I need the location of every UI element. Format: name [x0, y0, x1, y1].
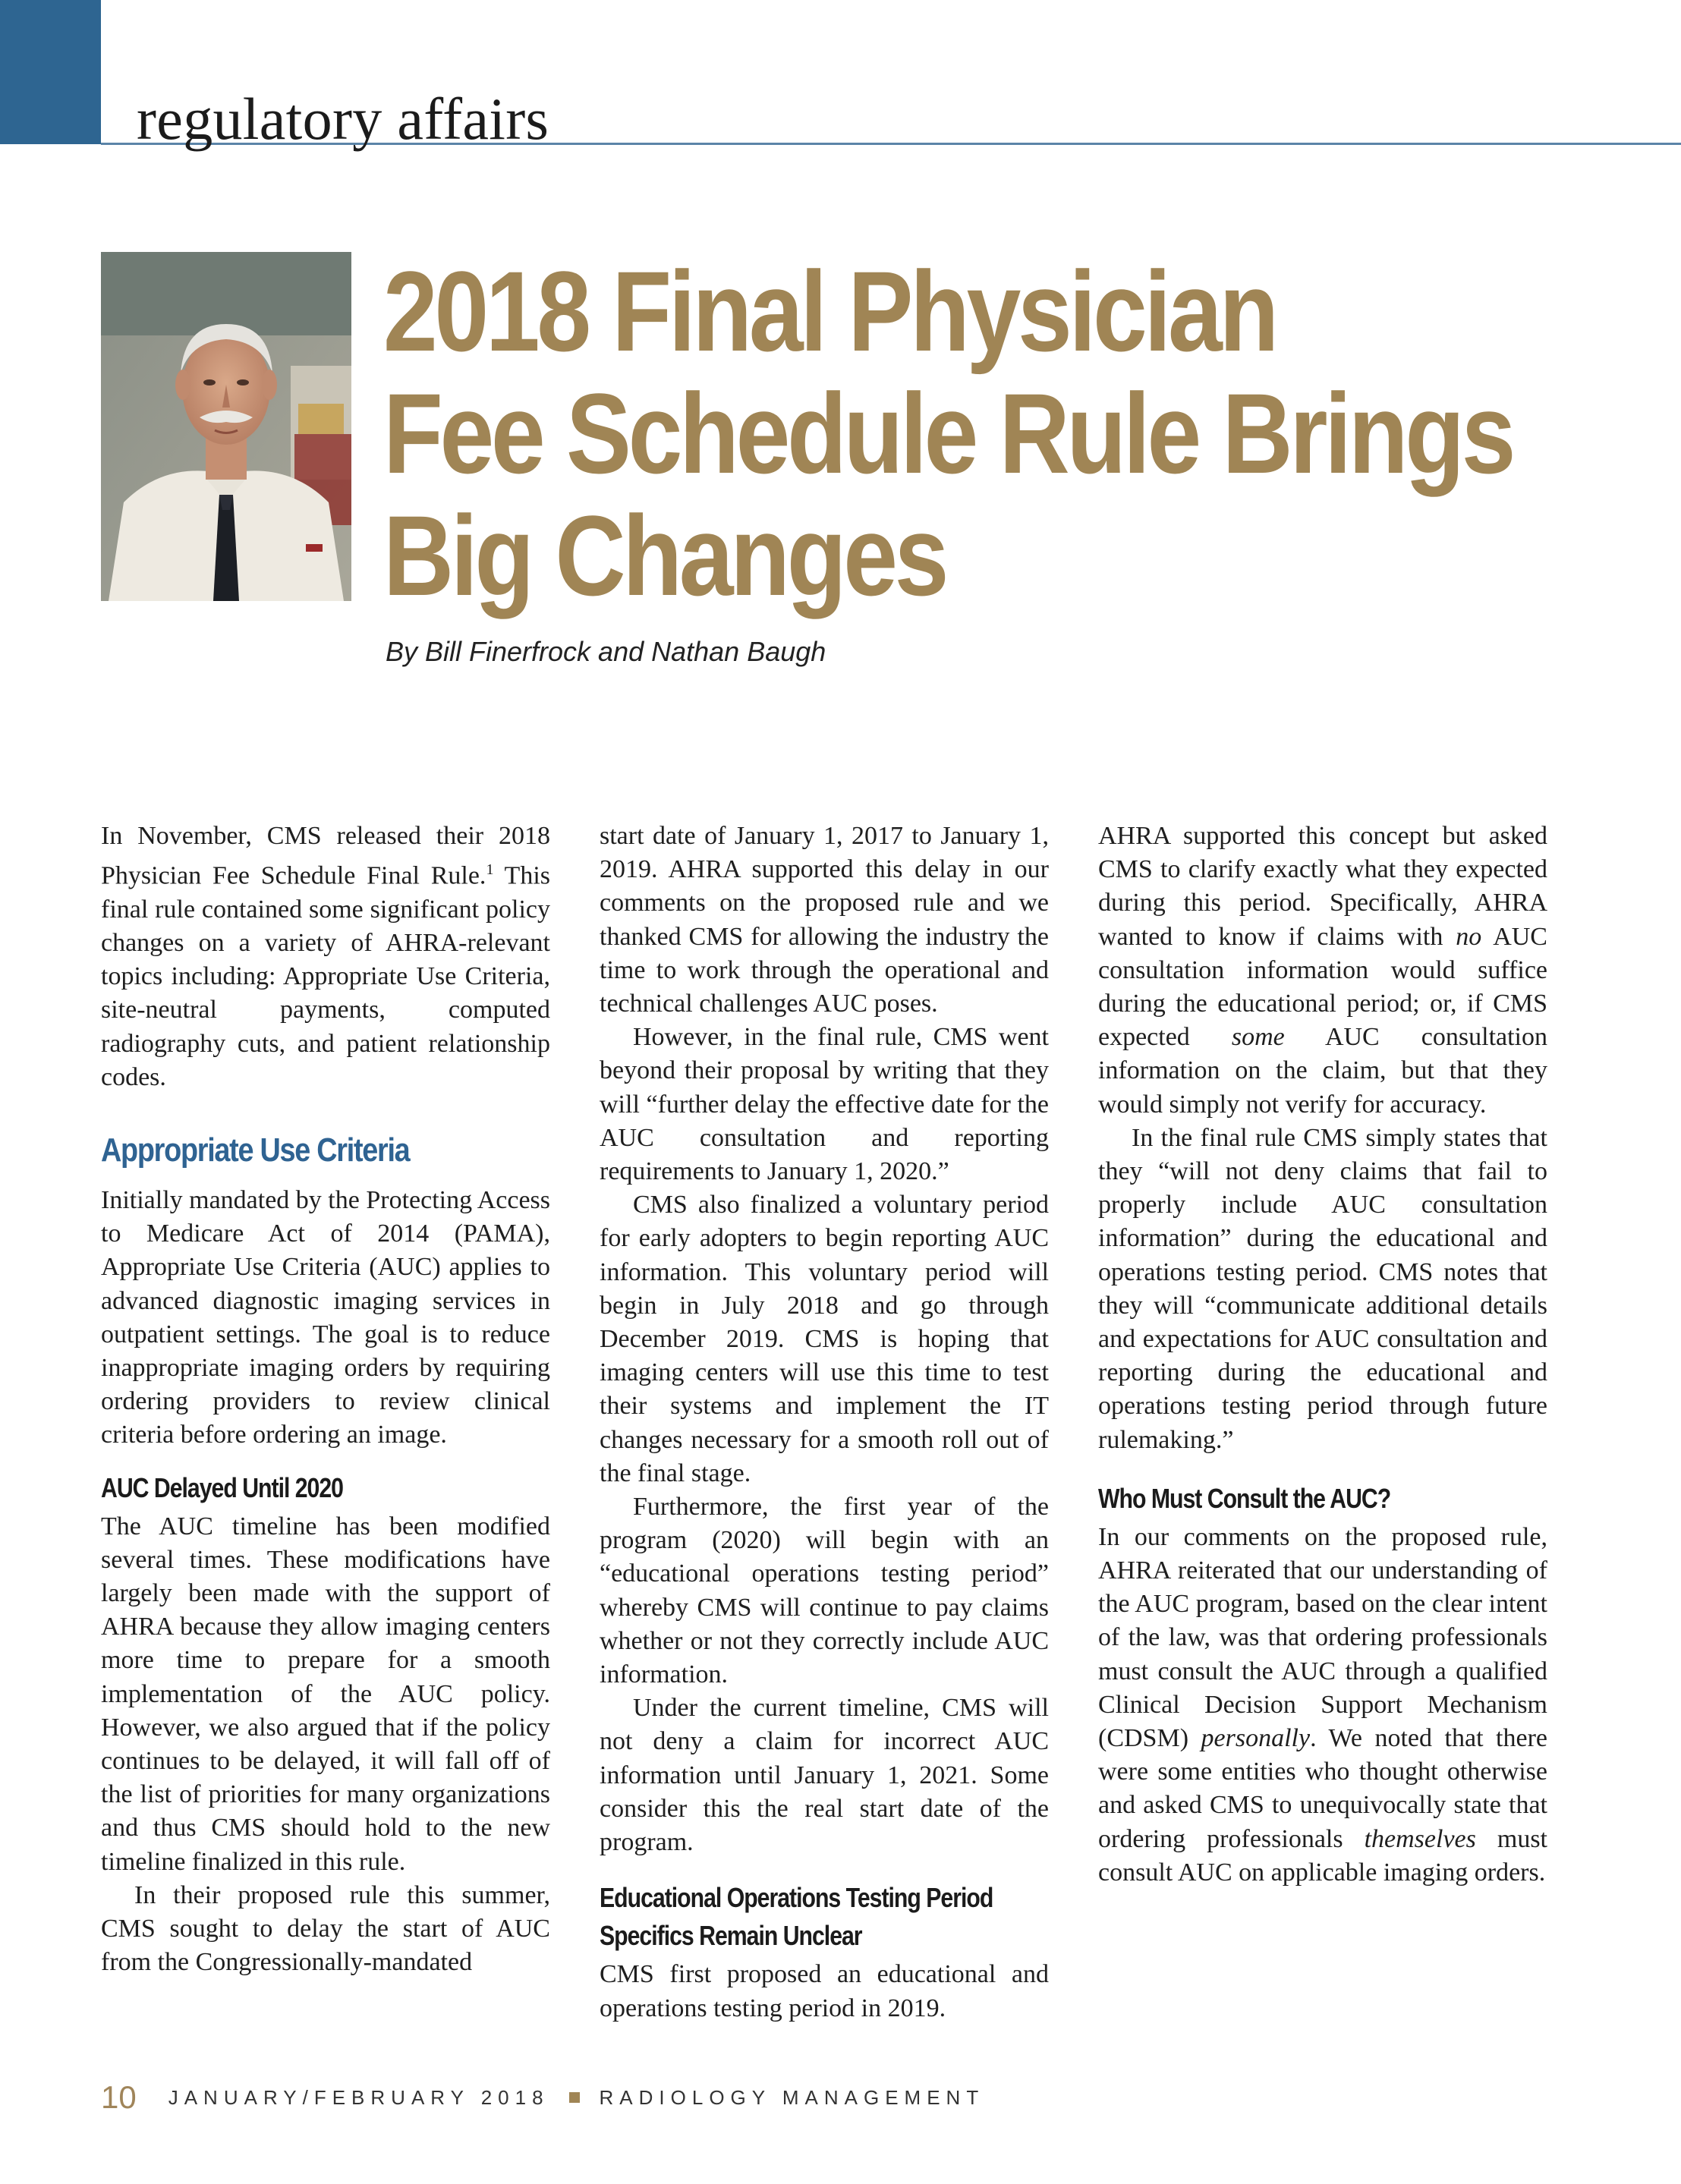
emphasis: no [1456, 922, 1482, 951]
subsection-heading: AUC Delayed Until 2020 [101, 1471, 343, 1503]
text-run: This final rule contained some significant policy changes on a variety of AHRA-relevant topics including: Appropriate Use Criteria, site-neutral payments, computed radiography cuts, and patient relationship codes. [101, 861, 550, 1091]
article-title-line: Big Changes [383, 492, 946, 619]
issue-date: JANUARY/FEBRUARY 2018 [168, 2085, 549, 2109]
paragraph: start date of January 1, 2017 to January 1, 2019. AHRA supported this delay in our comments on the proposed rule and we thanked CMS for allowing the industry the time to work through the operational and technical challenges AUC poses. [600, 822, 1049, 1018]
footer-separator [569, 2092, 580, 2103]
emphasis: themselves [1364, 1824, 1476, 1853]
paragraph: CMS also finalized a voluntary period for early adopters to begin reporting AUC information. This voluntary period will begin in July 2018 and go through December 2019. CMS is hoping that imaging centers will use this time to test their systems and implement the IT changes necessary for a smooth roll out of the final stage. [600, 1191, 1049, 1487]
column-1 [101, 820, 550, 1979]
text-run: AHRA supported this concept but asked CMS to clarify exactly what they expected during this period. Specifically, AHRA wanted to know if claims with [1098, 822, 1547, 951]
text-run: must consult AUC on applicable imaging orders. [1098, 1824, 1547, 1887]
paragraph: Initially mandated by the Protecting Access to Medicare Act of 2014 (PAMA), Appropriate Use Criteria (AUC) applies to advanced diagnostic imaging services in outpatient settings. The goal is to reduce inappropriate imaging orders by requiring ordering providers to review clinical criteria before ordering an image. [101, 1185, 551, 1449]
emphasis: personally [1201, 1724, 1311, 1753]
paragraph: Furthermore, the first year of the program (2020) will begin with an “educational operations testing period” whereby CMS will continue to pay claims whether or not they correctly include AUC information. [600, 1493, 1049, 1689]
page-footer [101, 2079, 984, 2116]
subsection-heading: Who Must Consult the AUC? [1098, 1482, 1391, 1514]
section-name: regulatory affairs [137, 86, 549, 152]
article-title-line: Fee Schedule Rule Brings [383, 370, 1513, 497]
author-photo [101, 252, 351, 601]
paragraph: In the final rule CMS simply states that they “will not deny claims that fail to properly include AUC consultation information” during the educational and operations testing period. CMS notes that they will “communicate additional details and expectations for AUC consultation and reporting during the educational and operations testing period through future rulemaking.” [1098, 1123, 1547, 1454]
text-run: In our comments on the proposed rule, AHRA reiterated that our understanding of the AUC program, based on the clear intent of the law, was that ordering professionals must consult the AUC through a qualified Clinical Decision Support Mechanism (CDSM) [1098, 1522, 1547, 1753]
text-run: In November, CMS released their 2018 Physician Fee Schedule Final Rule. [101, 822, 550, 890]
paragraph [1098, 820, 1547, 1122]
paragraph: Under the current timeline, CMS will not deny a claim for incorrect AUC information until January 1, 2021. Some consider this the real start date of the program. [600, 1694, 1049, 1857]
column-2 [600, 820, 1049, 2025]
emphasis: some [1231, 1023, 1285, 1052]
footnote-marker: 1 [486, 861, 494, 879]
page-number: 10 [101, 2079, 137, 2115]
byline: By Bill Finerfrock and Nathan Baugh [386, 636, 826, 667]
paragraph: However, in the final rule, CMS went beyond their proposal by writing that they will “further delay the effective date for the AUC consultation and reporting requirements to January 1, 2020.” [600, 1023, 1049, 1186]
text-run: . We noted that there were some entities who thought otherwise and asked CMS to unequivocally state that ordering professionals [1098, 1724, 1547, 1853]
section-color-block [0, 0, 101, 144]
publication-name: RADIOLOGY MANAGEMENT [599, 2085, 985, 2109]
subsection-heading: Specifics Remain Unclear [600, 1920, 862, 1952]
text-run: AUC consultation information on the claim, but that they would simply not verify for accuracy. [1098, 1023, 1547, 1119]
text-run: AUC consultation information would suffice during the educational period; or, if CMS expected [1098, 922, 1547, 1052]
paragraph: The AUC timeline has been modified several times. These modifications have largely been made with the support of AHRA because they allow imaging centers more time to prepare for a smooth implementation of the AUC policy. However, we also argued that if the policy continues to be delayed, it will fall off of the list of priorities for many organizations and thus CMS should hold to the new timeline finalized in this rule. [101, 1512, 550, 1876]
subsection-heading: Educational Operations Testing Period [600, 1882, 993, 1914]
paragraph: In their proposed rule this summer, CMS sought to delay the start of AUC from the Congressionally-mandated [101, 1880, 550, 1977]
article-title-line: 2018 Final Physician [383, 247, 1276, 375]
article-title [383, 247, 1513, 619]
section-heading: Appropriate Use Criteria [101, 1131, 410, 1169]
paragraph [101, 820, 550, 1094]
paragraph: CMS first proposed an educational and operations testing period in 2019. [600, 1960, 1049, 2022]
column-3 [1098, 820, 1547, 1890]
paragraph [1098, 1521, 1547, 1890]
